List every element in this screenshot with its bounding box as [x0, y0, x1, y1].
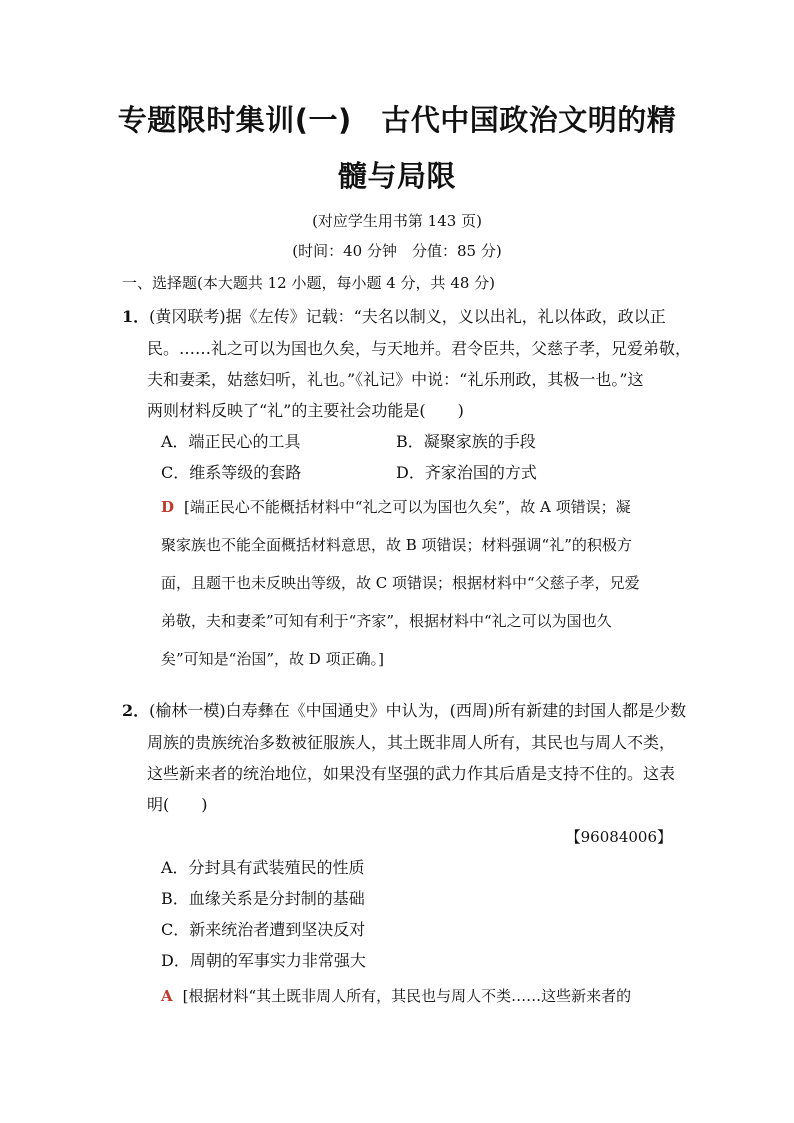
- question-1-explanation-line-3: 面，且题干也未反映出等级，故 C 项错误；根据材料中“父慈子孝，兄爱: [161, 574, 640, 592]
- question-2-option-b: B．血缘关系是分封制的基础: [161, 889, 365, 908]
- question-2-explanation-line-1: A [根据材料“其土既非周人所有，其民也与周人不类……这些新来者的: [161, 987, 632, 1005]
- question-2-line-1: [122, 698, 686, 721]
- question-1-line-4: 两则材料反映了“礼”的主要社会功能是( ): [147, 401, 464, 420]
- question-1-option-c: C．维系等级的套路: [161, 463, 302, 482]
- question-1-number: 1．: [122, 307, 150, 326]
- question-2-number: 2．: [122, 701, 150, 720]
- question-1-line-1: [122, 304, 666, 327]
- question-1-answer: D: [161, 498, 175, 516]
- question-1-option-b: B．凝聚家族的手段: [396, 432, 536, 451]
- time-score-info: (时间：40 分钟 分值：85 分): [292, 242, 502, 260]
- question-2-option-d: D．周朝的军事实力非常强大: [161, 951, 366, 970]
- section-heading: 一、选择题(本大题共 12 小题，每小题 4 分，共 48 分): [122, 274, 496, 292]
- question-2-answer: A: [161, 987, 173, 1005]
- question-1-text: (黄冈联考)据《左传》记载：“夫名以制义，义以出礼，礼以体政，政以正: [149, 307, 666, 326]
- question-2-line-2: 周族的贵族统治多数被征服族人，其土既非周人所有，其民也与周人不类，: [147, 733, 676, 752]
- question-1-explanation-line-5: 矣”可知是“治国”，故 D 项正确。]: [161, 650, 384, 668]
- question-2-line-3: 这些新来者的统治地位，如果没有坚强的武力作其后盾是支持不住的。这表: [147, 764, 676, 783]
- question-2-option-a: A．分封具有武装殖民的性质: [161, 858, 365, 877]
- question-1-explanation-line-4: 弟敬，夫和妻柔”可知有利于“齐家”，根据材料中“礼之可以为国也久: [161, 612, 612, 630]
- question-2-text: (榆林一模)白寿彝在《中国通史》中认为，(西周)所有新建的封国人都是少数: [149, 701, 687, 720]
- question-1-explanation-line-2: 聚家族也不能全面概括材料意思，故 B 项错误；材料强调“礼”的积极方: [161, 536, 632, 554]
- question-1-line-2: 民。……礼之可以为国也久矣，与天地并。君令臣共，父慈子孝，兄爱弟敬，: [147, 339, 692, 358]
- question-1-option-a: A．端正民心的工具: [161, 432, 301, 451]
- question-2-option-c: C．新来统治者遭到坚决反对: [161, 920, 366, 939]
- question-1-line-3: 夫和妻柔，姑慈妇听，礼也。”《礼记》中说：“礼乐刑政，其极一也。”这: [147, 370, 644, 389]
- book-reference: (对应学生用书第 143 页): [312, 212, 482, 230]
- page-title-line-2: 髓与局限: [337, 159, 456, 193]
- question-2-code: 【96084006】: [565, 828, 672, 846]
- question-2-line-4: 明( ): [147, 795, 208, 814]
- page-title-line-1: 专题限时集训(一) 古代中国政治文明的精: [117, 103, 677, 137]
- question-1-option-d: D．齐家治国的方式: [396, 463, 537, 482]
- question-1-explanation-line-1: D [端正民心不能概括材料中“礼之可以为国也久矣”，故 A 项错误；凝: [161, 498, 631, 516]
